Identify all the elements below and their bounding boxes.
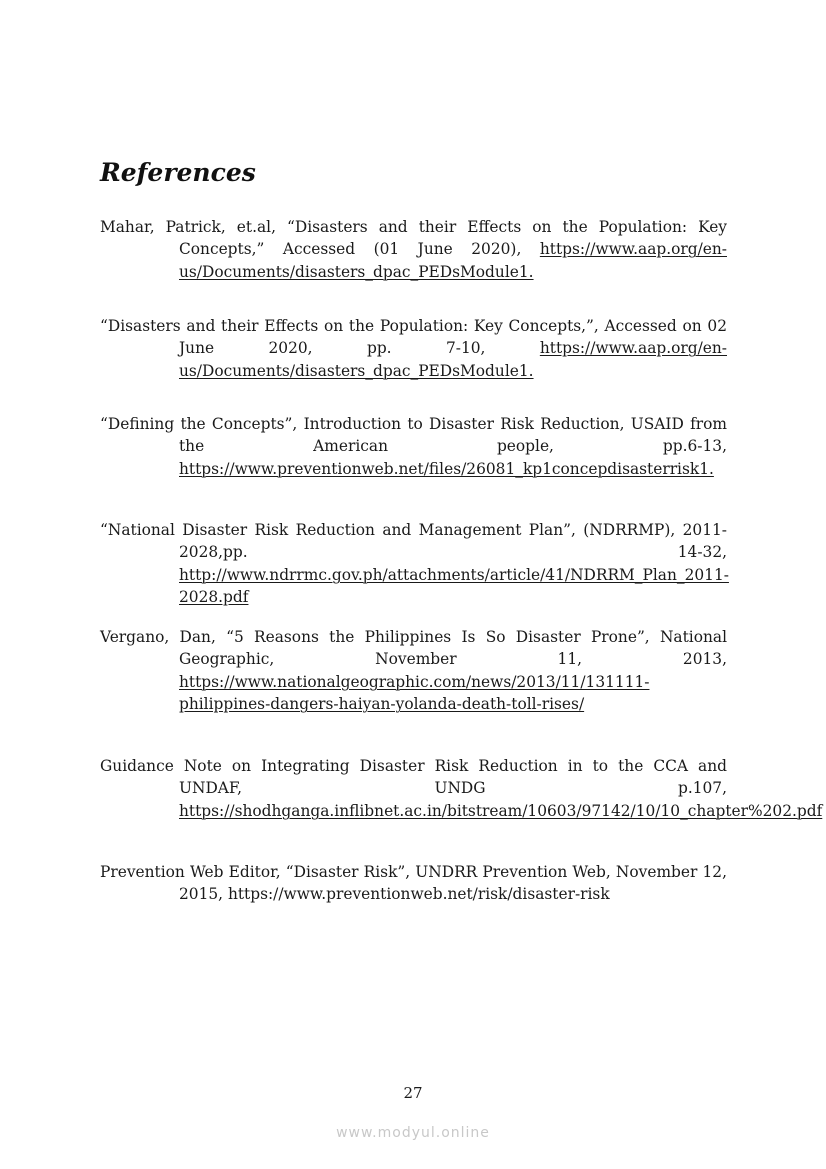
reference-text: Vergano, Dan, “5 Reasons the Philippines Is So Disaster Prone”, National Geographic, November 11, 2013,: [100, 628, 727, 669]
reference-text: “Defining the Concepts”, Introduction to Disaster Risk Reduction, USAID from the American people, pp.6-13,: [100, 415, 727, 456]
reference-entry: [100, 519, 727, 609]
reference-entry: [100, 413, 727, 480]
reference-url: https://www.preventionweb.net/risk/disaster-risk: [227, 885, 610, 904]
reference-entry: [100, 216, 727, 283]
reference-link[interactable]: http://www.ndrrmc.gov.ph/attachments/article/41/NDRRM_Plan_2011-2028.pdf: [179, 565, 729, 607]
reference-text: “Disasters and their Effects on the Population: Key Concepts,”, Accessed on 02 June 2020, pp. 7-10,: [100, 317, 727, 358]
reference-entry: [100, 755, 823, 822]
page-number: 27: [403, 1084, 423, 1102]
reference-entry: [100, 315, 727, 382]
reference-link[interactable]: https://www.aap.org/en-us/Documents/disasters_dpac_PEDsModule1.: [179, 339, 727, 380]
reference-link[interactable]: https://www.preventionweb.net/files/26081_kp1concepdisasterrisk1.: [179, 459, 714, 478]
reference-text: Guidance Note on Integrating Disaster Risk Reduction in to the CCA and UNDAF, UNDG p.107,: [100, 757, 727, 798]
reference-text: Mahar, Patrick, et.al, “Disasters and their Effects on the Population: Key Concepts,” Accessed (01 June 2020),: [100, 218, 727, 259]
reference-entry: [100, 861, 727, 906]
watermark: www.modyul.online: [336, 1125, 490, 1141]
reference-text: “National Disaster Risk Reduction and Management Plan”, (NDRRMP), 2011-2028,pp. 14-32,: [100, 521, 727, 562]
reference-link[interactable]: https://www.nationalgeographic.com/news/2013/11/131111-philippines-dangers-haiyan-yolanda-death-toll-rises/: [179, 672, 650, 714]
page-title: References: [100, 158, 256, 187]
reference-entry: [100, 626, 727, 716]
reference-link[interactable]: https://shodhganga.inflibnet.ac.in/bitstream/10603/97142/10/10_chapter%202.pdf: [179, 801, 823, 820]
reference-text: Prevention Web Editor, “Disaster Risk”, UNDRR Prevention Web, November 12, 2015,: [100, 863, 727, 904]
reference-link[interactable]: https://www.aap.org/en-us/Documents/disasters_dpac_PEDsModule1.: [179, 240, 727, 281]
